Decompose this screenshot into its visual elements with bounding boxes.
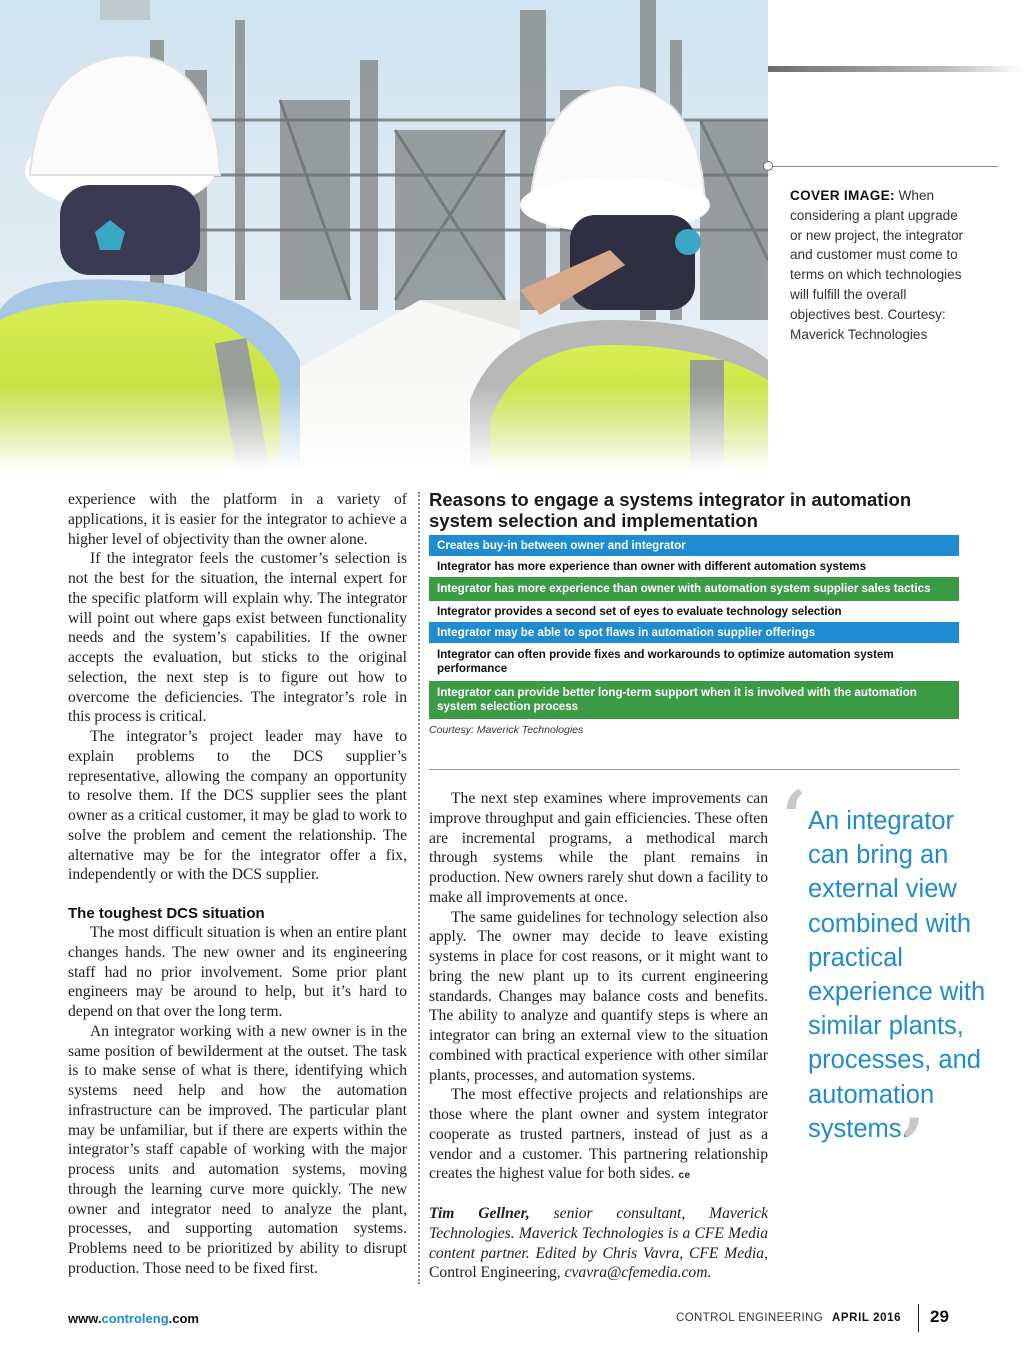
caption-rule <box>768 66 1024 72</box>
reason-item: Integrator provides a second set of eyes to evaluate technology selection <box>429 601 959 622</box>
footer-website-link[interactable] <box>68 1311 199 1326</box>
paragraph: The next step examines where improvements can improve throughput and gain efficiencies. These often are incremental programs, a methodical march through systems while the plant remains in production. New owners rarely shut down a facility to make all improvements at once. <box>429 790 768 906</box>
paragraph: experience with the platform in a variety of applications, it is easier for the integrator to achieve a higher level of objectivity than the owner alone. <box>68 491 407 548</box>
url-domain: controleng <box>101 1311 169 1326</box>
footer-issue-date: APRIL 2016 <box>832 1312 902 1324</box>
url-suffix: .com <box>168 1311 199 1326</box>
reasons-list <box>429 535 959 719</box>
paragraph-text: The most effective projects and relationships are those where the plant owner and system integrator cooperate as trusted partners, instead of just as a vendor and a customer. This partnering relationship creates the highest value for both sides. <box>429 1086 768 1183</box>
caption-leader-line <box>768 166 998 167</box>
paragraph <box>429 1085 768 1186</box>
cover-photo <box>0 0 768 470</box>
reasons-sidebar <box>429 489 959 736</box>
paragraph: If the integrator feels the customer’s selection is not the best for the situation, the internal expert for the specific platform will explain why. The integrator will point out where gaps exist between functionality needs and the system’s capabilities. If the owner accepts the evaluation, but sticks to the original selection, the next step is to figure out how to overcome the deficiencies. The integrator’s role in this process is critical. <box>68 550 407 726</box>
reason-item: Integrator may be able to spot flaws in automation supplier offerings <box>429 622 959 643</box>
cover-image-caption <box>790 186 970 344</box>
author-email: cvavra@cfemedia.com. <box>564 1264 712 1282</box>
sidebar-courtesy: Courtesy: Maverick Technologies <box>429 724 584 736</box>
reason-item: Integrator can provide better long-term support when it is involved with the automation system selection process <box>429 681 959 719</box>
author-description: senior consultant, Maverick Technologies. Maverick Technologies is a CFE Media content partner. Edited by Chris Vavra, CFE Media, <box>429 1205 768 1262</box>
section-heading: The toughest DCS situation <box>68 905 265 922</box>
middle-column <box>429 789 768 1283</box>
reason-item: Integrator has more experience than owner with different automation systems <box>429 556 959 577</box>
left-column <box>68 490 407 1279</box>
caption-leader-dot <box>763 161 773 171</box>
footer-magazine-name: CONTROL ENGINEERING <box>676 1312 824 1324</box>
quote-close-mark: ’ <box>900 1103 925 1186</box>
paragraph: The same guidelines for technology selection also apply. The owner may decide to leave existing systems in place for cost reasons, or it might want to bring the new plant up to its current engineering standards. Changes may balance costs and benefits. The ability to analyze and quantify steps is where an integrator can bring an external view to the situation combined with practical experience with other similar plants, processes, and automation systems. <box>429 908 768 1084</box>
paragraph: The integrator’s project leader may have to explain problems to the DCS supplier’s representative, allowing the company an opportunity to resolve them. If the DCS supplier sees the plant owner as a critical customer, it may be glad to work to solve the problem and cement the relationship. The alternative may be for the integrator offer a fix, independently or with the DCS supplier. <box>68 728 407 884</box>
cover-caption-label: COVER IMAGE: <box>790 188 895 203</box>
sidebar-rule <box>429 769 959 770</box>
quote-open-mark: ‘ <box>782 775 807 858</box>
paragraph: An integrator working with a new owner is in the same position of bewilderment at the outset. The task is to make sense of what is there, identifying which systems need help and how the automation infrastructure can be improved. The particular plant may be unfamiliar, but if there are experts within the integrator’s staff capable of working with the major process units and automation systems, moving through the learning curve more quickly. The new owner and integrator need to analyze the plant, processes, and supporting automation systems. Problems need to be prioritized by ability to disrupt production. Those need to be fixed first. <box>68 1022 407 1277</box>
publication-name: Control Engineering, <box>429 1264 561 1282</box>
paragraph: The most difficult situation is when an entire plant changes hands. The new owner and its engineering staff had no prior involvement. Some prior plant engineers may be around to help, but it’s hard to depend on that over the long term. <box>68 924 407 1020</box>
cover-caption-text: When considering a plant upgrade or new project, the integrator and customer must come to terms on which technologies will fulfill the overall objectives best. Courtesy: Maverick Technologies <box>790 188 964 342</box>
reason-item: Integrator can often provide fixes and workarounds to optimize automation system performance <box>429 643 959 681</box>
page-number: 29 <box>930 1307 949 1326</box>
reason-item: Integrator has more experience than owner with automation system supplier sales tactics <box>429 577 959 601</box>
url-prefix: www. <box>68 1311 102 1326</box>
sidebar-title: Reasons to engage a systems integrator in automation system selection and implementation <box>429 489 912 531</box>
cover-photo-illustration <box>0 0 768 470</box>
author-name: Tim Gellner, <box>429 1205 530 1222</box>
reason-item: Creates buy-in between owner and integrator <box>429 535 959 556</box>
pull-quote: An integrator can bring an external view combined with practical experience with similar plants, processes, and automation systems. <box>808 807 986 1143</box>
end-mark: ce <box>678 1170 691 1182</box>
author-bio <box>429 1204 768 1283</box>
footer-divider <box>918 1304 919 1332</box>
column-divider <box>418 492 420 1284</box>
